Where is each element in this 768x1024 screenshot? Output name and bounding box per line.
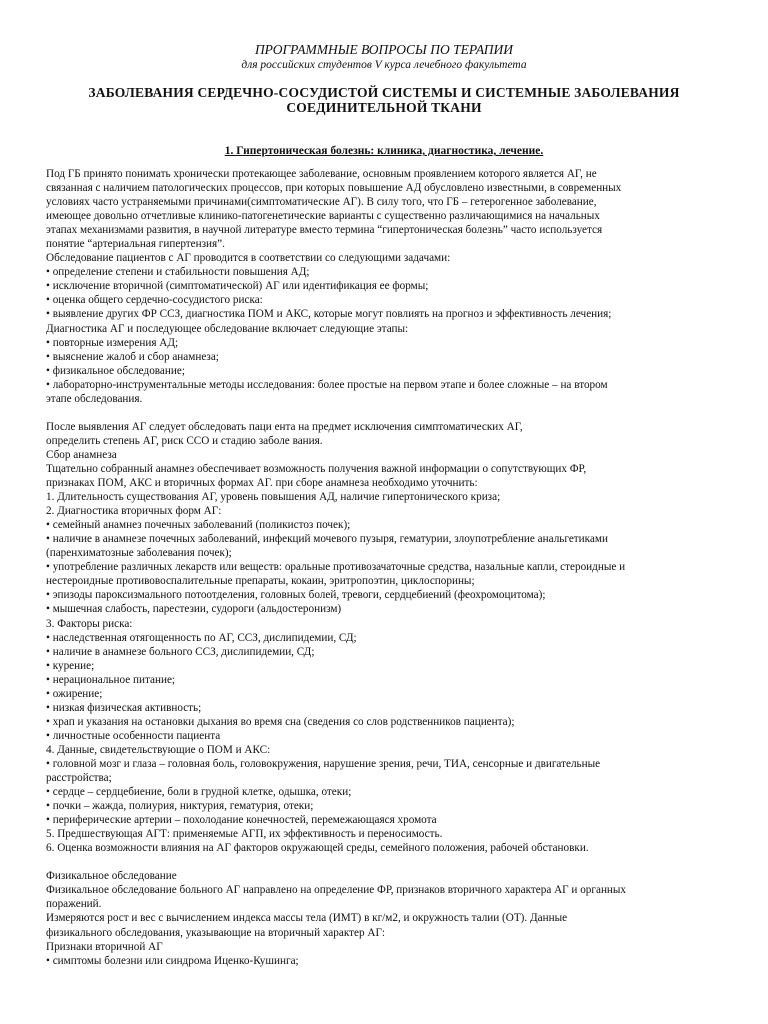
body-line: • низкая физическая активность;: [46, 701, 202, 714]
body-line: • ожирение;: [46, 687, 103, 700]
body-line: этапе обследования.: [46, 392, 143, 405]
body-line: • эпизоды пароксизмального потоотделения, головных болей, тревоги, сердцебиений (феохромоцитома);: [46, 589, 546, 602]
body-line: • головной мозг и глаза – головная боль, головокружения, нарушение зрения, речи, ТИА, сенсорные и двигательные: [46, 757, 601, 770]
body-line: (паренхиматозные заболевания почек);: [46, 547, 232, 560]
body-line: • нерациональное питание;: [46, 673, 176, 686]
document-title-line: ЗАБОЛЕВАНИЯ СЕРДЕЧНО-СОСУДИСТОЙ СИСТЕМЫ И СИСТЕМНЫЕ ЗАБОЛЕВАНИЯ: [88, 85, 680, 100]
body-line: 5. Предшествующая АГТ: применяемые АГП, их эффективность и переносимость.: [46, 828, 443, 841]
section-heading: [0, 144, 768, 158]
body-line: 2. Диагностика вторичных форм АГ:: [46, 505, 222, 518]
body-line: • оценка общего сердечно-сосудистого риска:: [46, 294, 263, 307]
body-line: • исключение вторичной (симптоматической) АГ или идентификация ее формы;: [46, 280, 429, 293]
header-program-title: ПРОГРАММНЫЕ ВОПРОСЫ ПО ТЕРАПИИ: [254, 42, 514, 57]
body-line: • личностные особенности пациента: [46, 729, 221, 742]
body-line: • почки – жажда, полиурия, никтурия, гематурия, отеки;: [46, 800, 314, 813]
body-line: • употребление различных лекарств или веществ: оральные противозачаточные средства, назальные капли, стероидные и: [46, 561, 626, 574]
body-line: • семейный анамнез почечных заболеваний (поликистоз почек);: [46, 519, 351, 532]
document-body: [46, 167, 736, 968]
body-line: Сбор анамнеза: [46, 448, 117, 461]
body-line: 1. Длительность существования АГ, уровень повышения АД, наличие гипертонического криза;: [46, 491, 501, 504]
body-line: • сердце – сердцебиение, боли в грудной клетке, одышка, отеки;: [46, 786, 352, 799]
body-line: условиях часто устраняемыми причинами(симптоматические АГ). В силу того, что ГБ – гетерогенное заболевание,: [46, 196, 597, 209]
body-line: физикального обследования, указывающие на вторичный характер АГ:: [46, 926, 386, 939]
header-audience: для российских студентов V курса лечебного факультета: [241, 59, 527, 71]
body-line: Тщательно собранный анамнез обеспечивает возможность получения важной информации о сопутствующих ФР,: [46, 462, 587, 475]
body-line: • наличие в анамнезе почечных заболеваний, инфекций мочевого пузыря, гематурии, злоупотребление анальгетиками: [46, 533, 608, 546]
document-title-line: СОЕДИНИТЕЛЬНОЙ ТКАНИ: [286, 100, 482, 115]
body-line: Признаки вторичной АГ: [46, 940, 163, 953]
blank-line: [46, 855, 736, 869]
body-line: • повторные измерения АД;: [46, 336, 179, 349]
body-line: • периферические артерии – похолодание конечностей, перемежающаяся хромота: [46, 814, 437, 827]
blank-line: [46, 406, 736, 420]
body-line: Обследование пациентов с АГ проводится в соответствии со следующими задачами:: [46, 252, 451, 265]
body-line: • определение степени и стабильности повышения АД;: [46, 266, 310, 279]
body-line: понятие “артериальная гипертензия”.: [46, 238, 225, 251]
body-line: • симптомы болезни или синдрома Иценко-Кушинга;: [46, 954, 299, 967]
body-line: определить степень АГ, риск ССО и стадию заболе вания.: [46, 434, 323, 447]
body-line: признаках ПОМ, АКС и вторичных формах АГ. при сборе анамнеза необходимо уточнить:: [46, 477, 478, 490]
body-line: • выявление других ФР ССЗ, диагностика ПОМ и АКС, которые могут повлиять на прогноз и эффективность лечения;: [46, 308, 612, 321]
body-line: Физикальное обследование больного АГ направлено на определение ФР, признаков вторичного характера АГ и органных: [46, 884, 627, 897]
body-line: • храп и указания на остановки дыхания во время сна (сведения со слов родственников пациента);: [46, 715, 515, 728]
section-heading-text: 1. Гипертоническая болезнь: клиника, диагностика, лечение.: [224, 145, 544, 157]
body-line: • наличие в анамнезе больного ССЗ, дислипидемии, СД;: [46, 645, 315, 658]
body-line: расстройства;: [46, 772, 112, 785]
document-title: [40, 85, 728, 115]
body-line: поражений.: [46, 898, 102, 911]
body-line: имеющее довольно отчетливые клинико-патогенетические варианты с существенно различающимися на начальных: [46, 210, 600, 223]
body-line: После выявления АГ следует обследовать паци ента на предмет исключения симптоматических АГ,: [46, 420, 523, 433]
body-line: • наследственная отягощенность по АГ, ССЗ, дислипидемии, СД;: [46, 631, 357, 644]
body-line: связанная с наличием патологических процессов, при которых повышение АД обусловлено известными, в современных: [46, 182, 622, 195]
body-line: Физикальное обследование: [46, 870, 177, 883]
body-line: Диагностика АГ и последующее обследование включает следующие этапы:: [46, 322, 409, 335]
body-line: • физикальное обследование;: [46, 364, 185, 377]
body-line: 4. Данные, свидетельствующие о ПОМ и АКС:: [46, 743, 271, 756]
body-line: • лабораторно-инструментальные методы исследования: более простые на первом этапе и более сложные – на втором: [46, 378, 608, 391]
body-line: • выяснение жалоб и сбор анамнеза;: [46, 350, 219, 363]
body-line: этапах механизмами развития, в научной литературе вместо термина “гипертоническая болезнь” часто используется: [46, 224, 603, 237]
body-line: • мышечная слабость, парестезии, судороги (альдостеронизм): [46, 603, 342, 616]
body-line: Под ГБ принято понимать хронически протекающее заболевание, основным проявлением которого является АГ, не: [46, 168, 597, 180]
body-line: Измеряются рост и вес с вычислением индекса массы тела (ИМТ) в кг/м2, и окружность талии (ОТ). Данные: [46, 912, 568, 925]
body-line: нестероидные противовоспалительные препараты, кокаин, эритропоэтин, циклоспорины;: [46, 575, 475, 588]
body-line: 6. Оценка возможности влияния на АГ факторов окружающей среды, семейного положения, рабочей обстановки.: [46, 842, 589, 855]
body-line: 3. Факторы риска:: [46, 617, 133, 630]
body-line: • курение;: [46, 659, 95, 672]
